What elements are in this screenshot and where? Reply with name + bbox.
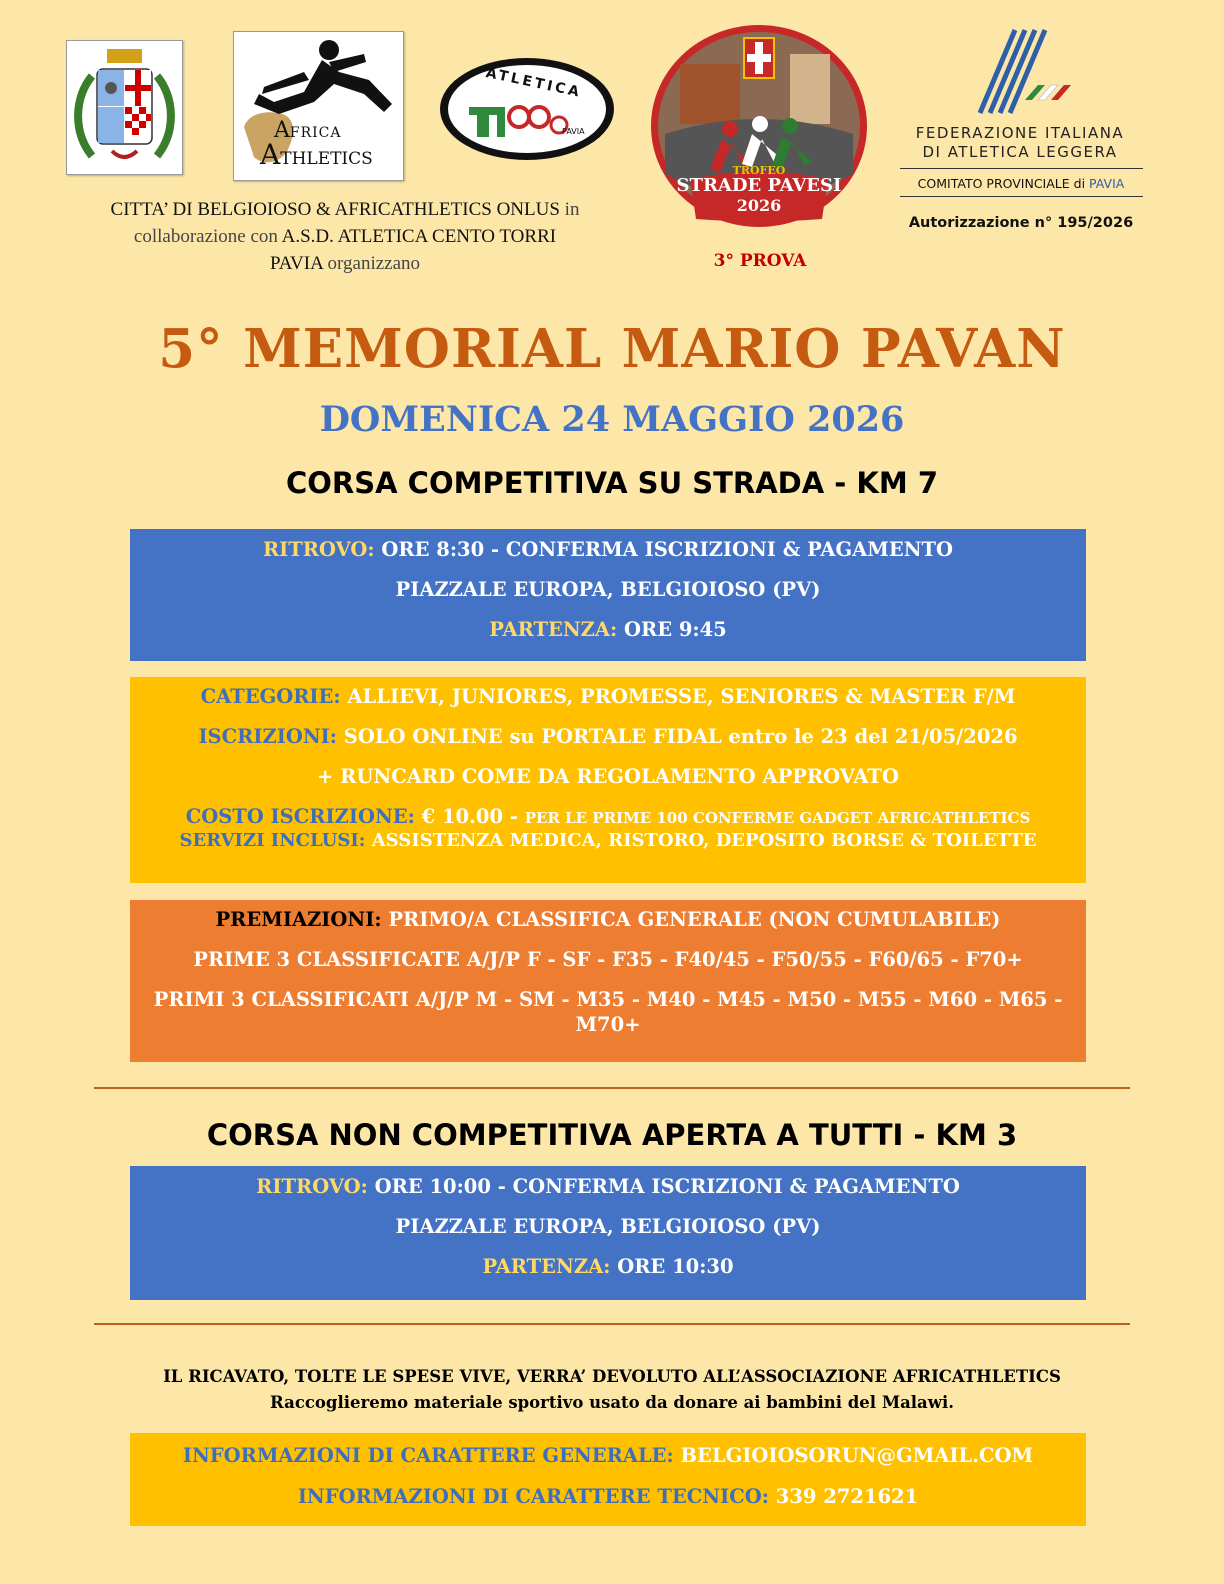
race2-place: PIAZZALE EUROPA, BELGIOIOSO (PV) (395, 1215, 821, 1238)
race1-place: PIAZZALE EUROPA, BELGIOIOSO (PV) (395, 578, 821, 601)
contacts-box (130, 1433, 1086, 1526)
organizers-a: CITTA’ DI BELGIOIOSO & AFRICATHLETICS ONLUS (110, 199, 560, 220)
info-general-label: INFORMAZIONI DI CARATTERE GENERALE: (182, 1444, 674, 1467)
race2-heading: CORSA NON COMPETITIVA APERTA A TUTTI - KM 3 (206, 1118, 1018, 1152)
organizers-b: in (559, 199, 580, 220)
premi-line (130, 908, 1086, 931)
event-title: 5° MEMORIAL MARIO PAVAN (158, 318, 1066, 380)
servizi-text: ASSISTENZA MEDICA, RISTORO, DEPOSITO BORSE & TOILETTE (365, 830, 1037, 851)
footer-line-2: Raccoglieremo materiale sportivo usato da donare ai bambini del Malawi. (270, 1393, 954, 1412)
fidal-comitato-city: PAVIA (1089, 176, 1125, 191)
fidal-comitato-text: COMITATO PROVINCIALE di (917, 176, 1086, 191)
logo-africa-text: FRICA (289, 125, 342, 141)
premi-label: PREMIAZIONI: (215, 908, 382, 931)
atletica-logo-pavia: PAVIA (562, 127, 585, 136)
info-technical-line (130, 1485, 1086, 1508)
fidal-stripes-icon (970, 25, 1080, 115)
fidal-autorizzazione: Autorizzazione n° 195/2026 (908, 215, 1134, 231)
atletica-logo-icon (437, 55, 617, 163)
logo-athletics-initial: A (260, 138, 281, 171)
fidal-logo (970, 25, 1080, 115)
atletica-cento-torri-logo (437, 55, 617, 163)
race1-partenza-text: ORE 9:45 (617, 618, 727, 641)
trofeo-year: 2026 (736, 196, 782, 215)
prova-label: 3° PROVA (713, 251, 807, 271)
event-date: DOMENICA 24 MAGGIO 2026 (319, 399, 905, 440)
servizi-line (130, 830, 1086, 851)
costo-line (130, 805, 1086, 828)
fidal-comitato (896, 176, 1146, 191)
race1-info-box (130, 677, 1086, 883)
info-technical-label: INFORMAZIONI DI CARATTERE TECNICO: (297, 1485, 769, 1508)
race1-partenza-label: PARTENZA: (489, 618, 618, 641)
logo-africa-initial: A (274, 118, 290, 143)
race2-ritrovo-label: RITROVO: (256, 1175, 368, 1198)
race2-ritrovo-line (130, 1175, 1086, 1198)
iscrizioni-line (130, 725, 1086, 748)
costo-note: PER LE PRIME 100 CONFERME GADGET AFRICATHLETICS (524, 809, 1031, 827)
race1-ritrovo-label: RITROVO: (262, 538, 375, 561)
city-crest-logo (66, 40, 183, 175)
footer-line-1: IL RICAVATO, TOLTE LE SPESE VIVE, VERRA’ DEVOLUTO ALL’ASSOCIAZIONE AFRICATHLETICS (163, 1367, 1061, 1386)
premi-text: PRIMO/A CLASSIFICA GENERALE (NON CUMULABILE) (381, 908, 1001, 931)
africathletics-logo (233, 31, 404, 181)
servizi-label: SERVIZI INCLUSI: (179, 830, 366, 851)
fidal-line2: DI ATLETICA LEGGERA (922, 143, 1118, 161)
race2-partenza-line (130, 1255, 1086, 1278)
categorie-label: CATEGORIE: (200, 685, 341, 708)
organizers-d: A.S.D. ATLETICA CENTO TORRI (281, 226, 557, 247)
iscrizioni-text: SOLO ONLINE su PORTALE FIDAL entro le 23 del 21/05/2026 (336, 725, 1018, 748)
iscrizioni-label: ISCRIZIONI: (198, 725, 337, 748)
city-crest-icon (67, 41, 182, 174)
premi-male-1: PRIMI 3 CLASSIFICATI A/J/P M - SM - M35 - M40 - M45 - M50 - M55 - M60 - M65 - (153, 988, 1063, 1011)
organizers-f: organizzano (322, 253, 421, 274)
info-technical-phone[interactable]: 339 2721621 (768, 1485, 919, 1508)
divider-1 (94, 1087, 1130, 1089)
costo-value: € 10.00 - (414, 805, 525, 828)
runcard-line: + RUNCARD COME DA REGOLAMENTO APPROVATO (317, 765, 899, 788)
atletica-logo-text: ATLETICA (484, 65, 584, 101)
fidal-line1: FEDERAZIONE ITALIANA (915, 124, 1125, 142)
divider-2 (94, 1323, 1130, 1325)
info-general-email[interactable]: BELGIOIOSORUN@GMAIL.COM (673, 1444, 1034, 1467)
organizers-text (60, 196, 630, 277)
race2-ritrovo-text: ORE 10:00 - CONFERMA ISCRIZIONI & PAGAMENTO (367, 1175, 960, 1198)
race1-premi-box (130, 900, 1086, 1062)
trofeo-name: STRADE PAVESI (676, 175, 842, 196)
race2-ritrovo-box (130, 1166, 1086, 1300)
race2-partenza-label: PARTENZA: (482, 1255, 611, 1278)
info-general-line (130, 1444, 1086, 1467)
race1-partenza-line (130, 618, 1086, 641)
organizers-c: collaborazione con (133, 226, 282, 247)
categorie-text: ALLIEVI, JUNIORES, PROMESSE, SENIORES & MASTER F/M (340, 685, 1016, 708)
race1-ritrovo-line (130, 538, 1086, 561)
race2-partenza-text: ORE 10:30 (610, 1255, 734, 1278)
premi-male-2: M70+ (575, 1013, 641, 1036)
costo-label: COSTO ISCRIZIONE: (185, 805, 415, 828)
logo-athletics-text: THLETICS (280, 149, 373, 169)
premi-female: PRIME 3 CLASSIFICATE A/J/P F - SF - F35 - F40/45 - F50/55 - F60/65 - F70+ (193, 948, 1023, 971)
organizers-e: PAVIA (269, 253, 323, 274)
race1-ritrovo-box (130, 529, 1086, 661)
trofeo-label: TROFEO (732, 164, 786, 177)
race1-heading: CORSA COMPETITIVA SU STRADA - KM 7 (285, 466, 939, 500)
trofeo-strade-pavesi-badge (650, 24, 868, 228)
race1-ritrovo-text: ORE 8:30 - CONFERMA ISCRIZIONI & PAGAMENTO (374, 538, 954, 561)
categorie-line (130, 685, 1086, 708)
